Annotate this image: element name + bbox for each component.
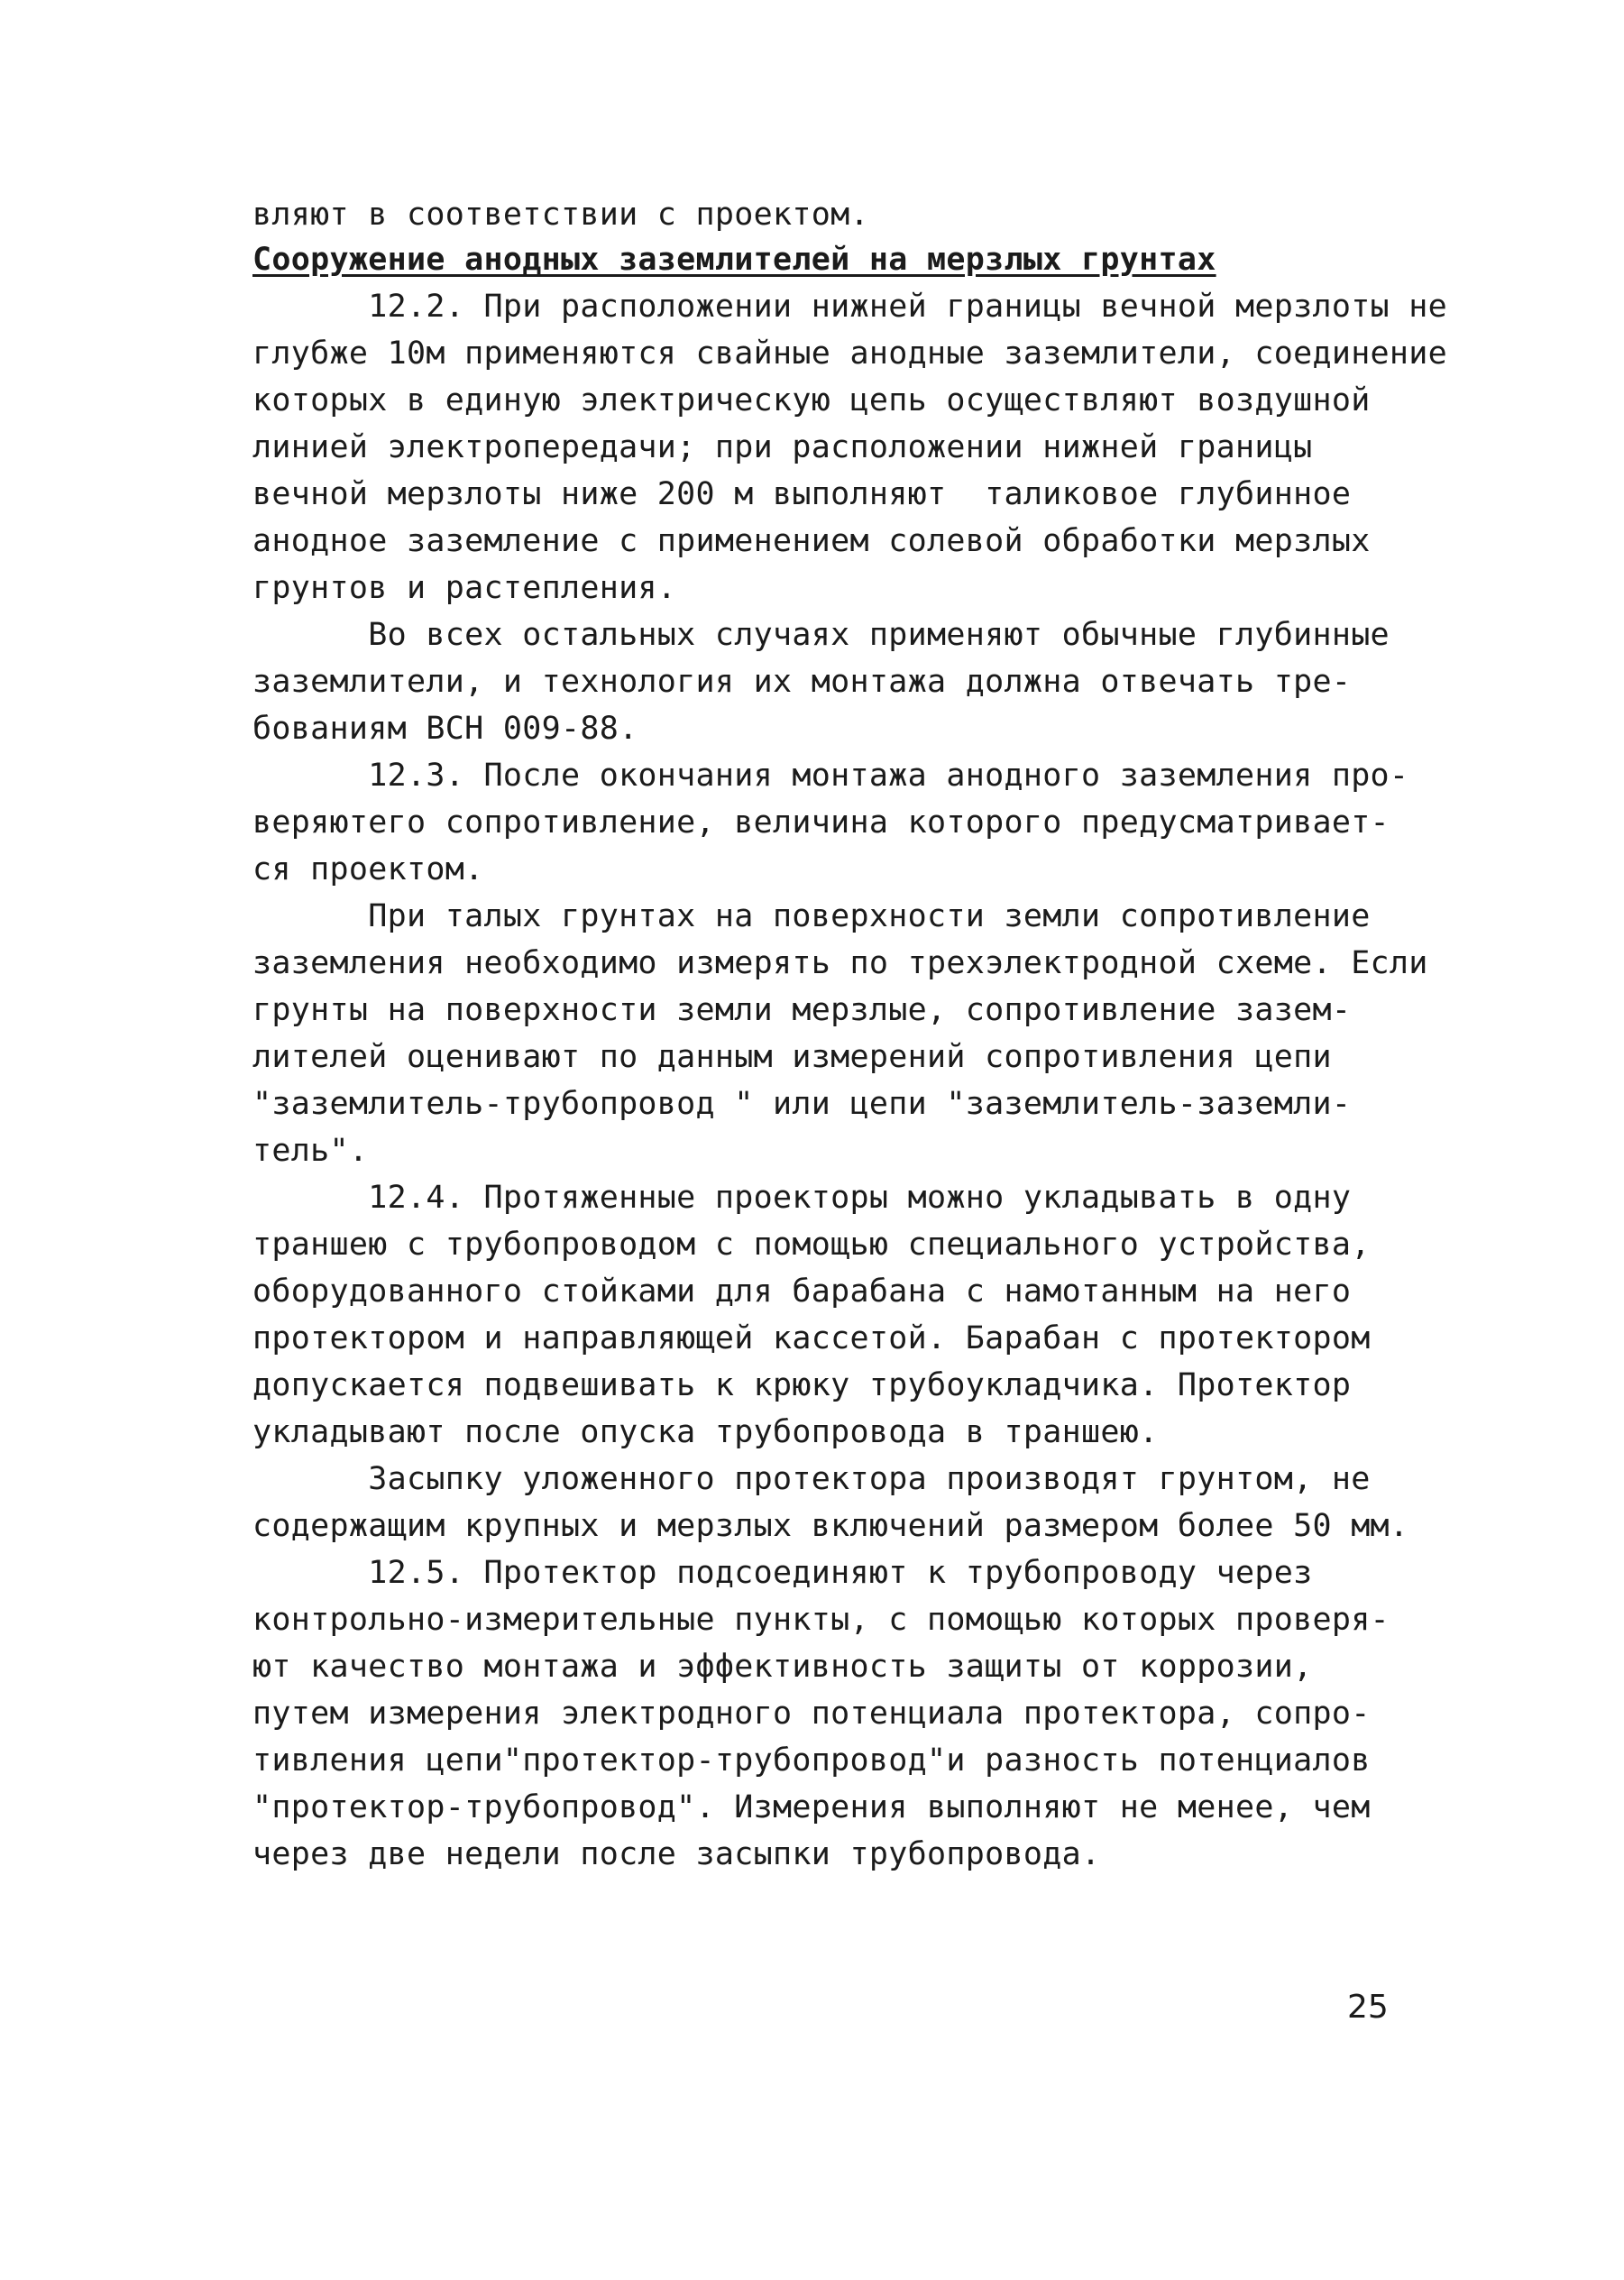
text-line: заземления необходимо измерять по трехэлектродной схеме. Если — [252, 945, 1428, 981]
text-line: анодное заземление с применением солевой обработки мерзлых — [252, 523, 1371, 559]
section-heading: Сооружение анодных заземлителей на мерзлых грунтах — [252, 242, 1216, 278]
text-line: заземлители, и технология их монтажа должна отвечать тре- — [252, 664, 1352, 700]
text-line: которых в единую электрическую цепь осуществляют воздушной — [252, 382, 1371, 418]
text-line: траншею с трубопроводом с помощью специального устройства, — [252, 1227, 1371, 1263]
text-line: путем измерения электродного потенциала протектора, сопро- — [252, 1696, 1371, 1732]
text-line: "протектор-трубопровод". Измерения выполняют не менее, чем — [252, 1789, 1371, 1825]
text-line: ют качество монтажа и эффективность защиты от коррозии, — [252, 1649, 1313, 1685]
text-line: веряютего сопротивление, величина которого предусматривает- — [252, 804, 1390, 841]
text-line: 12.4. Протяженные проекторы можно укладывать в одну — [252, 1180, 1352, 1216]
text-line: через две недели после засыпки трубопровода. — [252, 1836, 1101, 1872]
text-line: протектором и направляющей кассетой. Барабан с протектором — [252, 1320, 1371, 1356]
text-line: вечной мерзлоты ниже 200 м выполняют таликовое глубинное — [252, 476, 1352, 512]
text-line: глубже 10м применяются свайные анодные заземлители, соединение — [252, 336, 1448, 372]
text-line: 12.3. После окончания монтажа анодного заземления про- — [252, 758, 1409, 794]
text-line: контрольно-измерительные пункты, с помощью которых проверя- — [252, 1602, 1390, 1638]
text-line: укладывают после опуска трубопровода в траншею. — [252, 1414, 1159, 1450]
text-line: При талых грунтах на поверхности земли сопротивление — [252, 898, 1371, 934]
text-line: 12.2. При расположении нижней границы вечной мерзлоты не — [252, 289, 1448, 325]
text-line: 12.5. Протектор подсоединяют к трубопроводу через — [252, 1555, 1313, 1591]
text-line: грунты на поверхности земли мерзлые, сопротивление зазем- — [252, 992, 1352, 1028]
text-line: тивления цепи"протектор-трубопровод"и разность потенциалов — [252, 1742, 1371, 1779]
text-line: оборудованного стойками для барабана с намотанным на него — [252, 1273, 1352, 1310]
text-line: вляют в соответствии с проектом. — [252, 197, 869, 233]
text-line: Во всех остальных случаях применяют обычные глубинные — [252, 617, 1390, 653]
text-line: ся проектом. — [252, 851, 484, 887]
text-line: бованиям ВСН 009-88. — [252, 711, 638, 747]
text-line: "заземлитель-трубопровод " или цепи "заземлитель-заземли- — [252, 1086, 1352, 1122]
text-line: содержащим крупных и мерзлых включений размером более 50 мм. — [252, 1508, 1409, 1544]
text-line: грунтов и растепления. — [252, 570, 677, 606]
text-line: лителей оценивают по данным измерений сопротивления цепи — [252, 1039, 1332, 1075]
text-line: тель". — [252, 1133, 369, 1169]
text-line: линией электропередачи; при расположении нижней границы — [252, 429, 1313, 465]
page-number: 25 — [1347, 1989, 1389, 2026]
text-line: Засыпку уложенного протектора производят грунтом, не — [252, 1461, 1371, 1497]
text-line: допускается подвешивать к крюку трубоукладчика. Протектор — [252, 1367, 1352, 1403]
